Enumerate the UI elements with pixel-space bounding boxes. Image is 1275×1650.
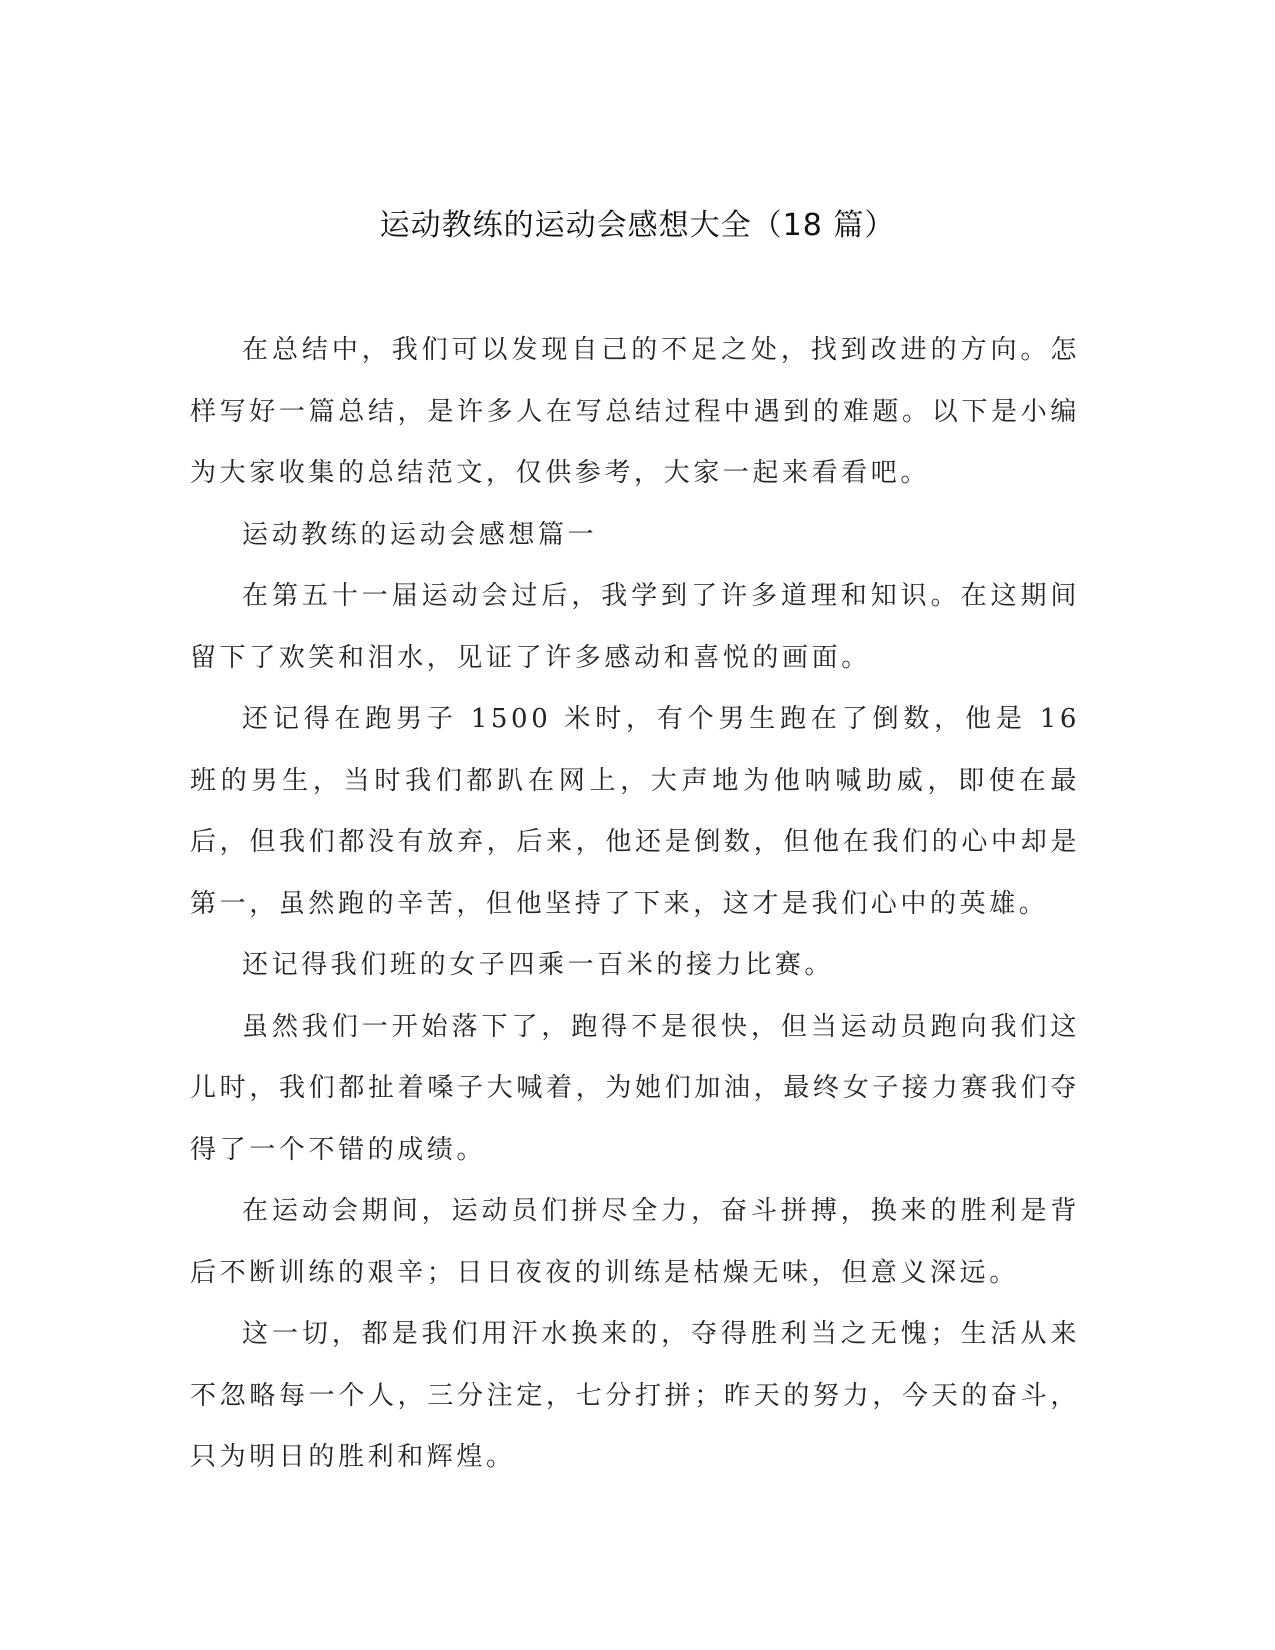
document-title: 运动教练的运动会感想大全（18 篇） xyxy=(379,208,896,243)
intro-paragraph: 在总结中，我们可以发现自己的不足之处，找到改进的方向。怎样写好一篇总结，是许多人在写总结过程中遇到的难题。以下是小编为大家收集的总结范文，仅供参考，大家一起来看看吧。 xyxy=(190,335,1080,488)
body-paragraph: 在第五十一届运动会过后，我学到了许多道理和知识。在这期间留下了欢笑和泪水，见证了许多感动和喜悦的画面。 xyxy=(190,581,1080,673)
document-body xyxy=(190,320,1080,1489)
section-heading: 运动教练的运动会感想篇一 xyxy=(242,519,598,550)
body-paragraph: 这一切，都是我们用汗水换来的，夺得胜利当之无愧；生活从来不忽略每一个人，三分注定，七分打拼；昨天的努力，今天的奋斗，只为明日的胜利和辉煌。 xyxy=(190,1319,1080,1472)
body-paragraph: 虽然我们一开始落下了，跑得不是很快，但当运动员跑向我们这儿时，我们都扯着嗓子大喊着，为她们加油，最终女子接力赛我们夺得了一个不错的成绩。 xyxy=(190,1011,1080,1165)
body-paragraph: 在运动会期间，运动员们拼尽全力，奋斗拼搏，换来的胜利是背后不断训练的艰辛；日日夜夜的训练是枯燥无味，但意义深远。 xyxy=(190,1196,1080,1288)
body-paragraph: 还记得在跑男子 1500 米时，有个男生跑在了倒数，他是 16 班的男生，当时我们都趴在网上，大声地为他呐喊助威，即使在最后，但我们都没有放弃，后来，他还是倒数，但他在我们的心中却是第一，虽然跑的辛苦，但他坚持了下来，这才是我们心中的英雄。 xyxy=(190,704,1080,919)
body-paragraph: 还记得我们班的女子四乘一百米的接力比赛。 xyxy=(242,950,835,980)
